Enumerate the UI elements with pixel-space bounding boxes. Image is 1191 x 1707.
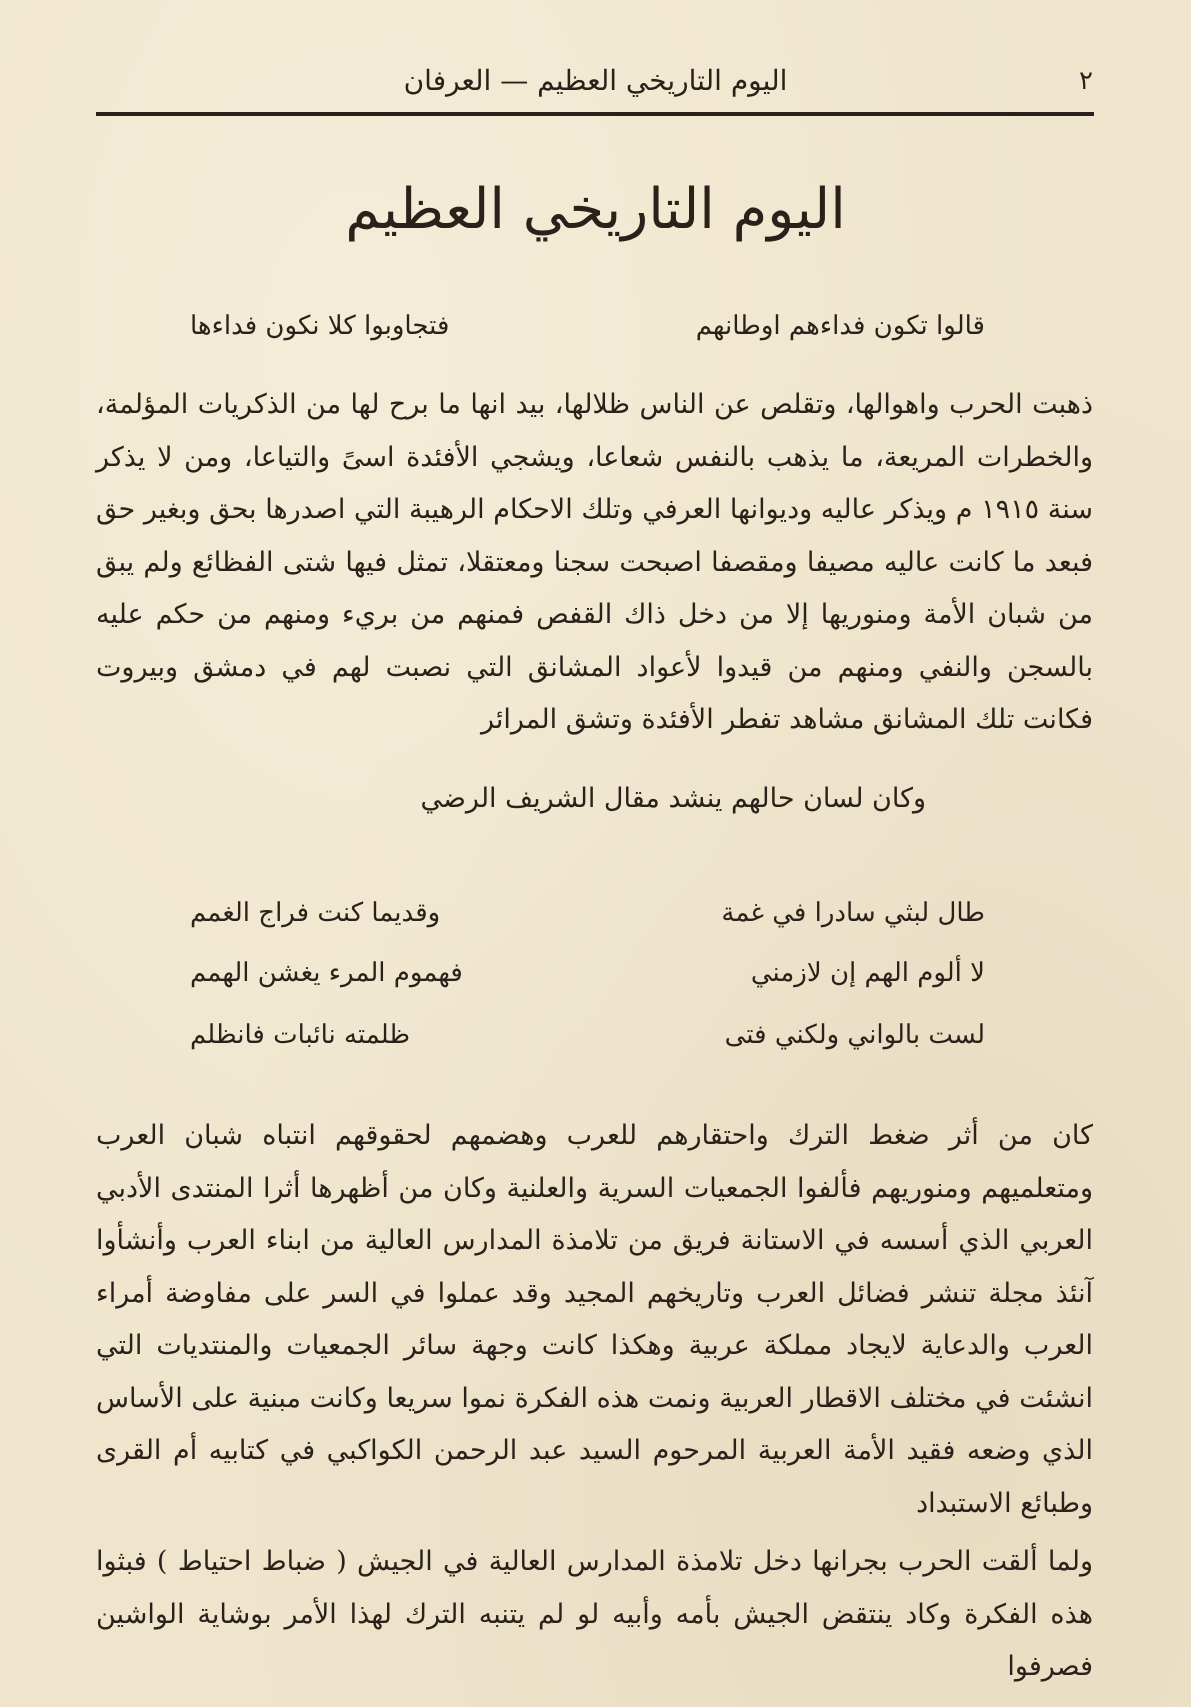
poem-verse-first-hemistich: لا ألوم الهم إن لازمني bbox=[750, 958, 985, 988]
paragraph-4: ولما ألقت الحرب بجرانها دخل تلامذة المدارس العالية في الجيش ( ضباط احتياط ) فبثوا هذه الفكرة وكاد ينتقض الجيش بأمه وأبيه لو لم يتنبه الترك لهذا الأمر بوشاية الواشين فصرفوا bbox=[96, 1546, 1093, 1682]
poem-verse-first-hemistich: طال لبثي سادرا في غمة bbox=[721, 898, 985, 928]
poem-verse-second-hemistich: فهموم المرء يغشن الهمم bbox=[190, 958, 463, 988]
article-title: اليوم التاريخي العظيم bbox=[345, 177, 846, 242]
paragraph-1: ذهبت الحرب واهوالها، وتقلص عن الناس ظلالها، بيد انها ما برح لها من الذكريات المؤلمة، والخطرات المريعة، ما يذهب بالنفس شعاعا، ويشجي الأفئدة اسىً والتياعا، ومن لا يذكر سنة ١٩١٥ م ويذكر عاليه وديوانها العرفي وتلك الاحكام الرهيبة التي اصدرها بحق وبغير حق فبعد ما كانت عاليه مصيفا ومقصفا اصبحت سجنا ومعتقلا، تمثل فيها شتى الفظائع ولم يبق من شبان الأمة ومنوريها إلا من دخل ذاك القفص فمنهم من بريء ومنهم من حكم عليه بالسجن والنفي ومنهم من قيدوا لأعواد المشانق التي نصبت لهم في دمشق وبيروت فكانت تلك المشانق مشاهد تفطر الأفئدة وتشق المرائر bbox=[96, 389, 1093, 735]
poem-verse bbox=[150, 898, 985, 938]
header-rule bbox=[96, 112, 1094, 116]
poem-verse-second-hemistich: وقديما كنت فراج الغمم bbox=[190, 898, 441, 928]
epigraph-first-hemistich: قالوا تكون فداءهم اوطانهم bbox=[695, 311, 985, 341]
poem-verse-first-hemistich: لست بالواني ولكني فتى bbox=[724, 1020, 985, 1050]
poem-verse-second-hemistich: ظلمته نائبات فانظلم bbox=[190, 1020, 411, 1050]
paragraph-2: وكان لسان حالهم ينشد مقال الشريف الرضي bbox=[420, 783, 926, 814]
poem-verse bbox=[150, 958, 985, 998]
running-title: اليوم التاريخي العظيم — العرفان bbox=[403, 64, 788, 97]
epigraph-verse bbox=[150, 311, 985, 351]
page-number: ٢ bbox=[1079, 66, 1093, 96]
running-head bbox=[98, 62, 1093, 106]
paragraph-3: كان من أثر ضغط الترك واحتقارهم للعرب وهضمهم لحقوقهم انتباه شبان العرب ومتعلميهم ومنوريهم فألفوا الجمعيات السرية والعلنية وكان من أظهرها أثرا المنتدى الأدبي العربي الذي أسسه في الاستانة فريق من تلامذة المدارس العالية من ابناء العرب وأنشأوا آنئذ مجلة تنشر فضائل العرب وتاريخهم المجيد وقد عملوا في السر على مفاوضة أمراء العرب والدعاية لايجاد مملكة عربية وهكذا كانت وجهة سائر الجمعيات والمنتديات التي انشئت في مختلف الاقطار العربية ونمت هذه الفكرة نموا سريعا وكانت مبنية على الأساس الذي وضعه فقيد الأمة العربية المرحوم السيد عبد الرحمن الكواكبي في كتابيه أم القرى وطبائع الاستبداد bbox=[96, 1120, 1093, 1519]
epigraph-second-hemistich: فتجاوبوا كلا نكون فداءها bbox=[190, 311, 450, 341]
poem-verse bbox=[150, 1020, 985, 1060]
